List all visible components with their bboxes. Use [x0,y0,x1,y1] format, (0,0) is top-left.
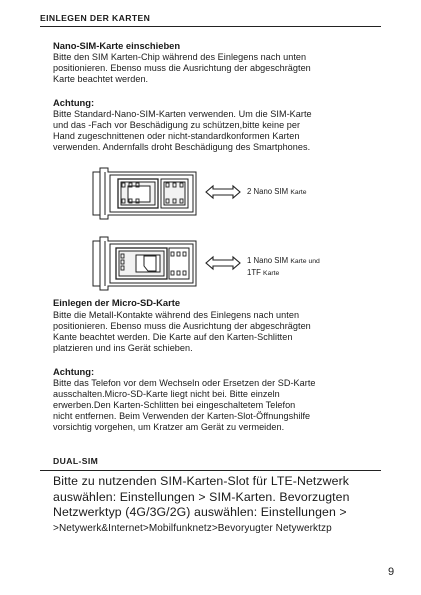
nano-line: Karte beachtet werden. [53,74,149,85]
tray1-label-b: Karte [290,189,307,196]
dual-sim-line: auswählen: Einstellungen > SIM-Karten. Bevorzugten [53,489,350,504]
tray2-label-line2 [247,268,320,280]
dual-sim-line: >Netywerk&Internet>Mobilfunknetz>Bevoryugter Netywerktzp [53,522,332,534]
nano-line: positionieren. Ebenso muss die Ausrichtung der abgeschrägten [53,63,311,74]
caution-line: verwenden. Andernfalls droht Beschädigung des Smartphones. [53,142,311,153]
nano-line: Bitte den SIM Karten-Chip während des Einlegens nach unten [53,52,307,62]
dual-sim-line: Netzwerktyp (4G/3G/2G) auswählen: Einstellungen > [53,505,347,520]
caution-line: Bitte Standard-Nano-SIM-Karten verwenden. Um die SIM-Karte [53,109,312,119]
dual-sim-text [53,474,350,536]
caution-title: Achtung: [53,366,95,377]
caution-line: vorsichtig vorgehen, um Kratzer am Gerät zu vermeiden. [53,422,285,433]
caution-line: nicht entfernen. Beim Verwenden der Karten-Slot-Öffnungshilfe [53,411,311,422]
sd-line: platzieren und ins Gerät schieben. [53,343,193,354]
caution-line: und das -Fach vor Beschädigung zu schützen,bitte keine per [53,120,301,131]
sd-line: Bitte die Metall-Kontakte während des Einlegens nach unten [53,310,300,320]
dual-sim-line: Bitte zu nutzenden SIM-Karten-Slot für LTE-Netzwerk [53,474,350,488]
page-number: 9 [388,566,395,578]
section-header-dual-sim: DUAL-SIM [53,456,99,466]
caution-line: Hand zugeschnittenen oder nicht-standardkonformen Karten [53,131,300,142]
tray2-label-line1 [247,256,320,268]
tray2-label-line2-a: 1TF [247,267,261,277]
sd-line: Kante beachtet werden. Die Karte auf den Karten-Schlitten [53,332,293,343]
caution-line: Bitte das Telefon vor dem Wechseln oder Ersetzen der SD-Karte [53,378,316,388]
header-rule [40,470,381,471]
caution-title: Achtung: [53,97,95,108]
nano-sim-title: Nano-SIM-Karte einschieben [53,40,181,51]
caution-line: ausschalten.Micro-SD-Karte liegt nicht bei. Bitte einzeln [53,389,280,400]
caution-line: erwerben.Den Karten-Schlitten bei eingeschaltetem Telefon [53,400,296,411]
tray2-label-line2-b: Karte [263,269,280,277]
tray2-label-line1-b: Karte und [290,258,320,265]
micro-sd-text [53,310,311,354]
section-header-einlegen: EINLEGEN DER KARTEN [40,13,151,23]
tray2-label-line1-a: 1 Nano SIM [247,256,289,265]
tray1-label-a: 2 Nano SIM [247,187,289,196]
micro-sd-title: Einlegen der Micro-SD-Karte [53,297,181,308]
sd-line: positionieren. Ebenso muss die Ausrichtung der abgeschrägten [53,321,311,332]
caution-text [53,378,316,433]
tray2-label [247,256,320,279]
